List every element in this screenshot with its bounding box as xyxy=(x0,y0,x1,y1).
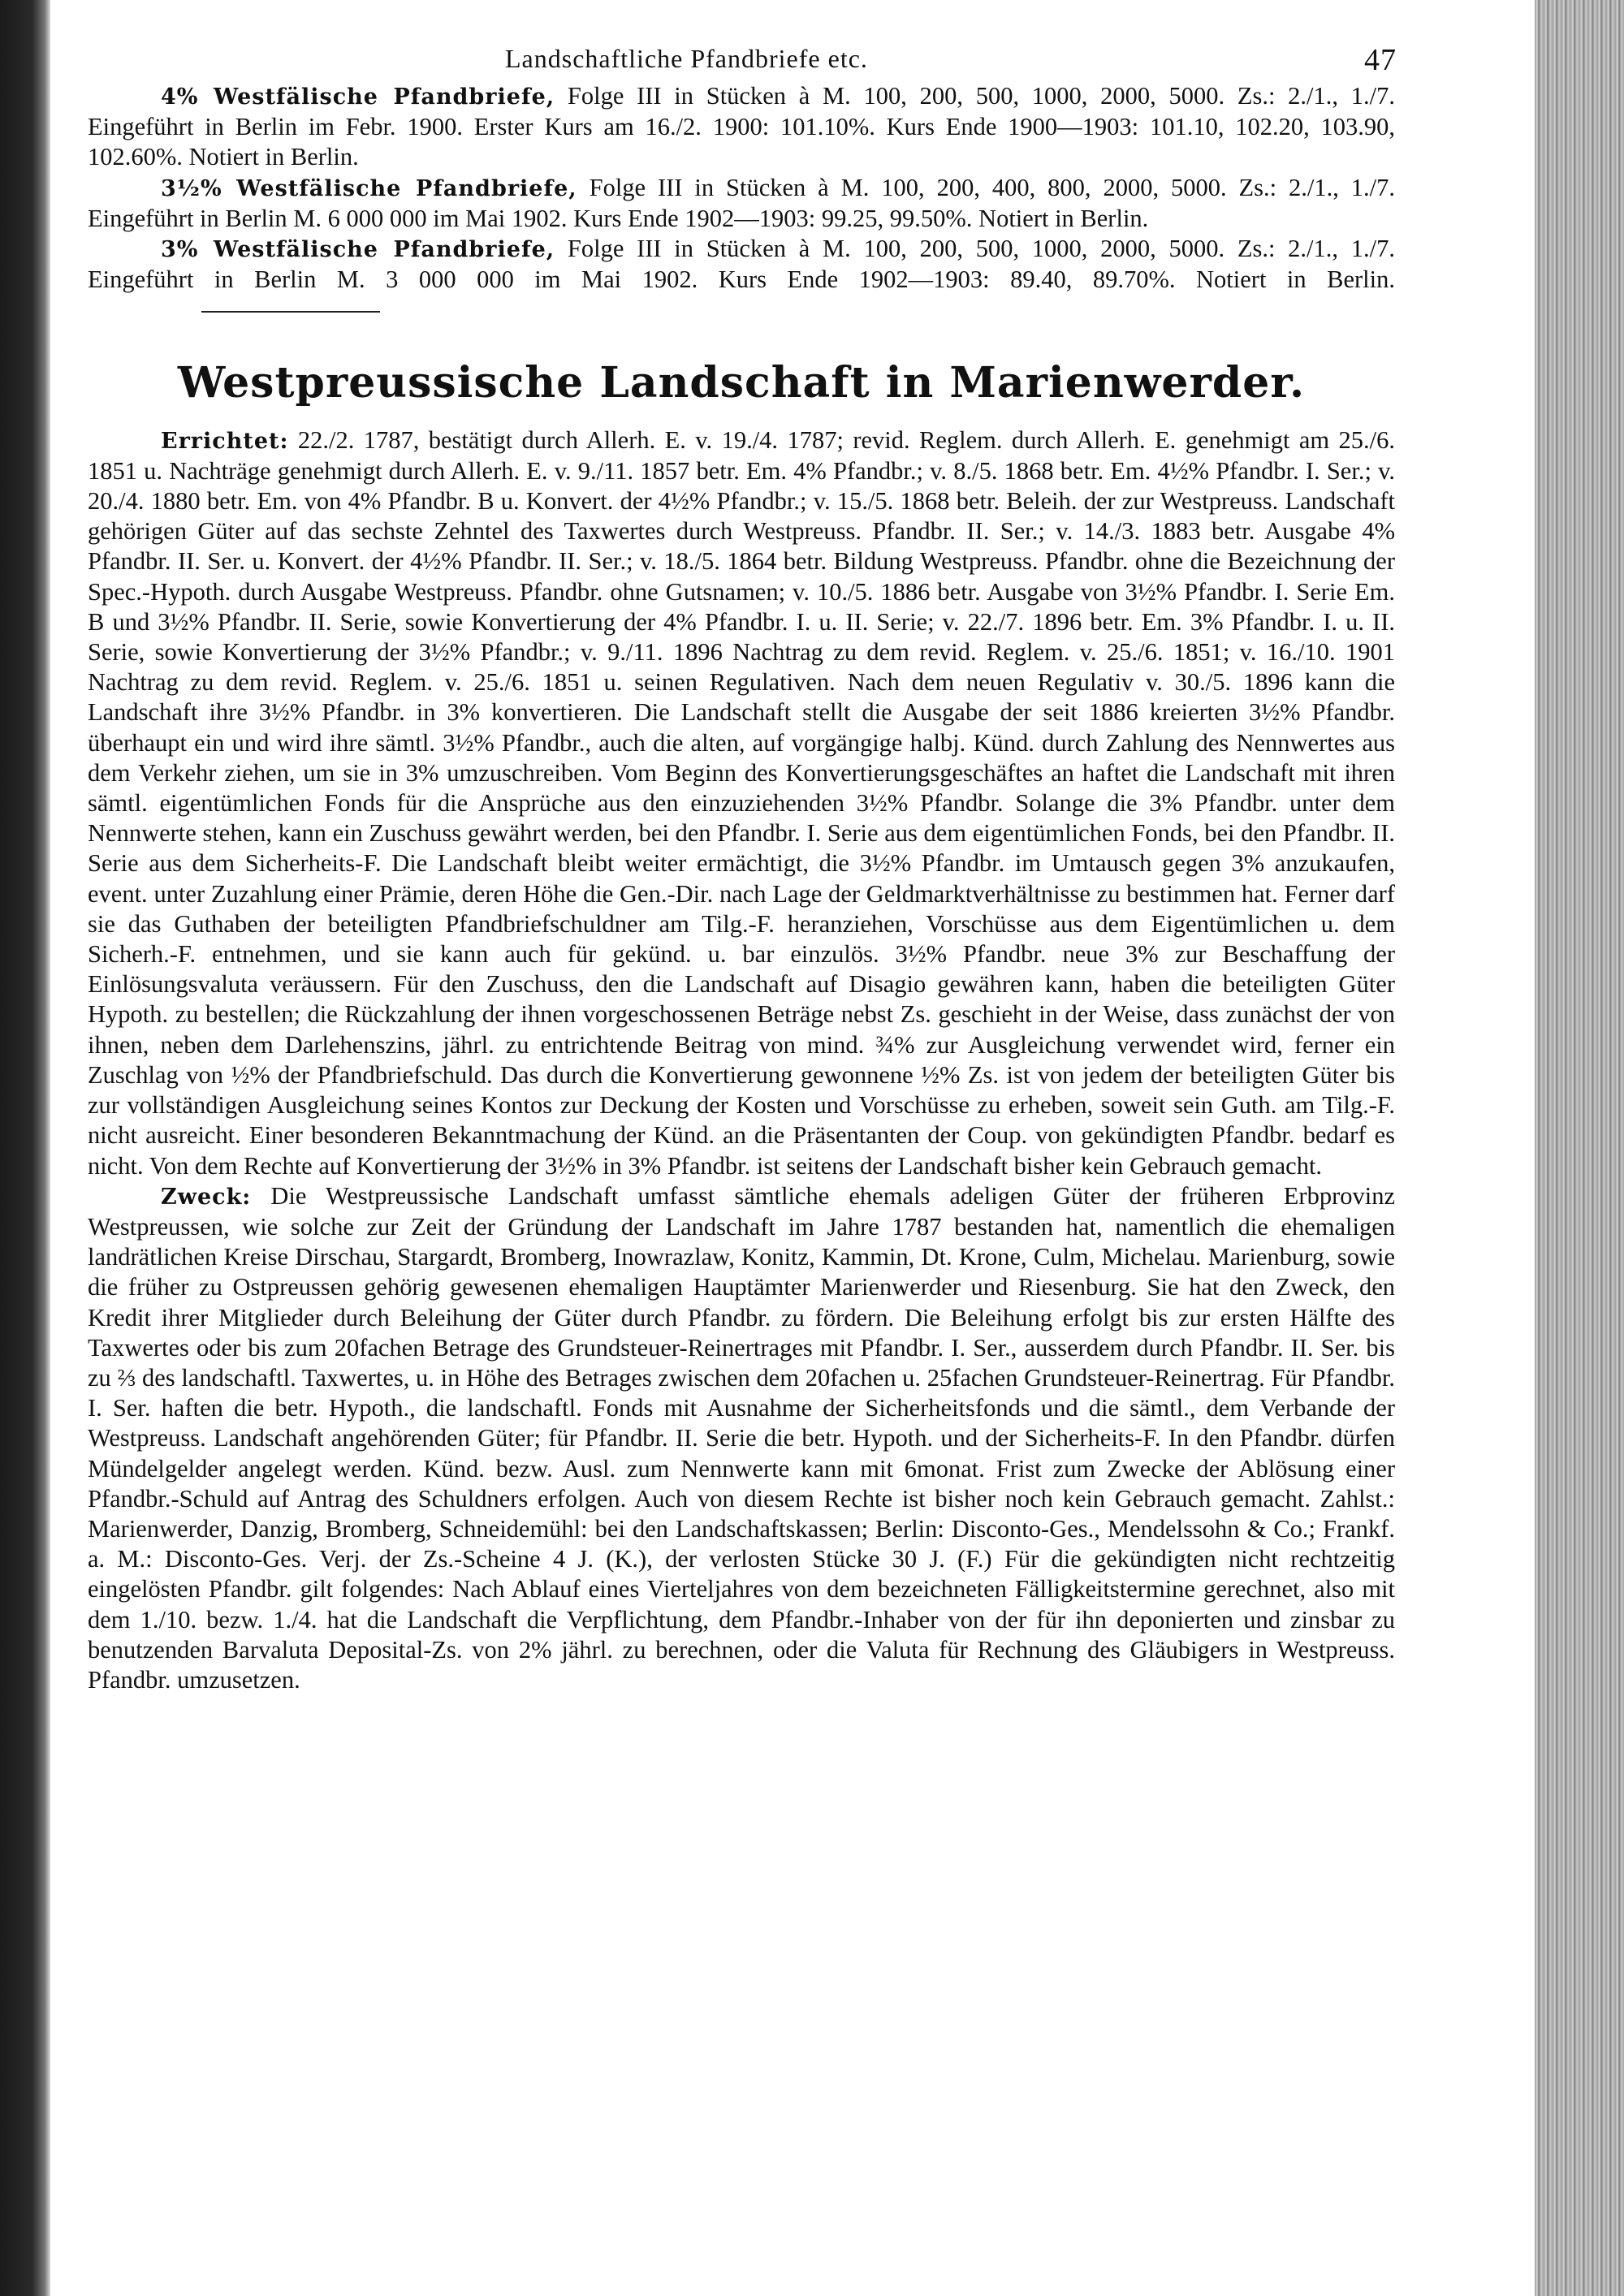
scan-edge-right xyxy=(1535,0,1624,2296)
errichtet-label: Errichtet: xyxy=(161,428,289,454)
entry xyxy=(88,81,1395,173)
zweck-paragraph xyxy=(88,1181,1395,1695)
page-number: 47 xyxy=(1364,43,1397,77)
entry-text: Folge III in Stücken à M. 100, 200, 400, 800, 2000, 5000. Zs.: 2./1., 1./7. Eingeführt in Berlin M. 6 000 000 im Mai 1902. Kurs Ende 1902—1903: 99.25, 99.50%. Notiert in Berlin. xyxy=(88,173,1396,232)
section-body xyxy=(88,425,1395,1696)
divider-rule xyxy=(201,311,380,313)
book-page xyxy=(88,41,1395,1695)
running-head xyxy=(88,41,1395,81)
entry xyxy=(88,234,1395,326)
scan-edge-left xyxy=(0,0,50,2296)
entry xyxy=(88,173,1395,234)
zweck-label: Zweck: xyxy=(161,1184,252,1210)
errichtet-paragraph xyxy=(88,425,1395,1181)
entry-title: 4% Westfälische Pfandbriefe, xyxy=(161,84,555,110)
zweck-text: Die Westpreussische Landschaft umfasst sämtliche ehemals adeligen Güter der früheren Erbprovinz Westpreussen, wie solche zur Zeit der Gründung der Landschaft im Jahre 1787 bestanden hat, namentlich die ehemaligen landrätlichen Kreise Dirschau, Stargardt, Bromberg, Inowrazlaw, Konitz, Kammin, Dt. Krone, Culm, Michelau. Marienburg, sowie die früher zu Ostpreussen gehörig gewesenen ehemaligen Hauptämter Marienwerder und Riesenburg. Sie hat den Zweck, den Kredit ihrer Mitglieder durch Beleihung der Güter durch Pfandbr. zu fördern. Die Beleihung erfolgt bis zur ersten Hälfte des Taxwertes oder bis zum 20fachen Betrage des Grundsteuer-Reinertrages mit Pfandbr. I. Ser., ausserdem durch Pfandbr. II. Ser. bis zu ⅔ des landschaftl. Taxwertes, u. in Höhe des Betrages zwischen dem 20fachen u. 25fachen Grundsteuer-Reinertrag. Für Pfandbr. I. Ser. haften die betr. Hypoth., die landschaftl. Fonds mit Ausnahme der Sicherheitsfonds und die sämtl., dem Verbande der Westpreuss. Landschaft angehörenden Güter; für Pfandbr. II. Serie die betr. Hypoth. und der Sicherheits-F. In den Pfandbr. dürfen Mündelgelder angelegt werden. Künd. bezw. Ausl. zum Nennwerte kann mit 6monat. Frist zum Zwecke der Ablösung einer Pfandbr.-Schuld auf Antrag des Schuldners erfolgen. Auch von diesem Rechte ist bisher noch kein Gebrauch gemacht. Zahlst.: Marienwerder, Danzig, Bromberg, Schneidemühl: bei den Landschaftskassen; Berlin: Disconto-Ges., Mendelssohn & Co.; Frankf. a. M.: Disconto-Ges. Verj. der Zs.-Scheine 4 J. (K.), der verlosten Stücke 30 J. (F.) Für die gekündigten nicht rechtzeitig eingelösten Pfandbr. gilt folgendes: Nach Ablauf eines Vierteljahres von dem bezeichneten Fälligkeitstermine gerechnet, also mit dem 1./10. bezw. 1./4. hat die Landschaft die Verpflichtung, dem Pfandbr.-Inhaber von der für ihn deponierten und zinsbar zu benutzenden Barvaluta Deposital-Zs. von 2% jährl. zu berechnen, oder die Valuta für Rechnung des Gläubigers in Westpreuss. Pfandbr. umzusetzen. xyxy=(88,1181,1396,1694)
errichtet-text: 22./2. 1787, bestätigt durch Allerh. E. v. 19./4. 1787; revid. Reglem. durch Allerh. E. genehmigt am 25./6. 1851 u. Nachträge genehmigt durch Allerh. E. v. 9./11. 1857 betr. Em. 4% Pfandbr.; v. 8./5. 1868 betr. Em. 4½% Pfandbr. I. Ser.; v. 20./4. 1880 betr. Em. von 4% Pfandbr. B u. Konvert. der 4½% Pfandbr.; v. 15./5. 1868 betr. Beleih. der zur Westpreuss. Landschaft gehörigen Güter auf das sechste Zehntel des Taxwertes durch Westpreuss. Pfandbr. II. Ser.; v. 14./3. 1883 betr. Ausgabe 4% Pfandbr. II. Ser. u. Konvert. der 4½% Pfandbr. II. Ser.; v. 18./5. 1864 betr. Bildung Westpreuss. Pfandbr. ohne die Bezeichnung der Spec.-Hypoth. durch Ausgabe Westpreuss. Pfandbr. ohne Gutsnamen; v. 10./5. 1886 betr. Ausgabe von 3½% Pfandbr. I. Serie Em. B und 3½% Pfandbr. II. Serie, sowie Konvertierung der 4% Pfandbr. I. u. II. Serie; v. 22./7. 1896 betr. Em. 3% Pfandbr. I. u. II. Serie, sowie Konvertierung der 3½% Pfandbr.; v. 9./11. 1896 Nachtrag zu dem revid. Reglem. v. 25./6. 1851; v. 16./10. 1901 Nachtrag zu dem revid. Reglem. v. 25./6. 1851 u. seinen Regulativen. Nach dem neuen Regulativ v. 30./5. 1896 kann die Landschaft ihre 3½% Pfandbr. in 3% konvertieren. Die Landschaft stellt die Ausgabe der seit 1886 kreierten 3½% Pfandbr. überhaupt ein und wird ihre sämtl. 3½% Pfandbr., auch die alten, auf vorgängige halbj. Künd. durch Zahlung des Nennwertes aus dem Verkehr ziehen, um sie in 3% umzuschreiben. Vom Beginn des Konvertierungsgeschäftes an haftet die Landschaft mit ihren sämtl. eigentümlichen Fonds für die Ansprüche aus den einzuziehenden 3½% Pfandbr. Solange die 3% Pfandbr. unter dem Nennwerte stehen, kann ein Zuschuss gewährt werden, bei den Pfandbr. I. Serie aus dem eigentümlichen Fonds, bei den Pfandbr. II. Serie aus dem Sicherheits-F. Die Landschaft bleibt weiter ermächtigt, die 3½% Pfandbr. im Umtausch gegen 3% anzukaufen, event. unter Zuzahlung einer Prämie, deren Höhe die Gen.-Dir. nach Lage der Geldmarktverhältnisse zu bestimmen hat. Ferner darf sie das Guthaben der beteiligten Pfandbriefschuldner am Tilg.-F. heranziehen, Vorschüsse aus dem Eigentümlichen u. dem Sicherh.-F. entnehmen, und sie kann auch für gekünd. u. bar einzulös. 3½% Pfandbr. neue 3% zur Beschaffung der Einlösungsvaluta veräussern. Für den Zuschuss, den die Landschaft auf Disagio gewähren kann, haben die beteiligten Güter Hypoth. zu bestellen; die Rückzahlung der ihnen vorgeschossenen Beträge nebst Zs. geschieht in der Weise, dass zunächst der von ihnen, neben dem Darlehenszins, jährl. zu entrichtende Beitrag von mind. ¾% zur Ausgleichung verwendet wird, ferner ein Zuschlag von ½% der Pfandbriefschuld. Das durch die Konvertierung gewonnene ½% Zs. ist von jedem der beteiligten Güter bis zur vollständigen Ausgleichung seines Kontos zur Deckung der Kosten und Vorschüsse zu erheben, soweit sein Guth. am Tilg.-F. nicht ausreicht. Einer besonderen Bekanntmachung der Künd. an die Präsentanten der Coup. von gekündigten Pfandbr. bedarf es nicht. Von dem Rechte auf Konvertierung der 3½% in 3% Pfandbr. ist seitens der Landschaft bisher kein Gebrauch gemacht. xyxy=(88,425,1395,1180)
entry-title: 3½% Westfälische Pfandbriefe, xyxy=(161,175,577,201)
entries-block xyxy=(88,81,1395,326)
entry-title: 3% Westfälische Pfandbriefe, xyxy=(161,237,555,263)
section-title: Westpreussische Landschaft in Marienwerder. xyxy=(177,357,1306,408)
running-title: Landschaftliche Pfandbriefe etc. xyxy=(505,44,868,73)
entry-text: Folge III in Stücken à M. 100, 200, 500, 1000, 2000, 5000. Zs.: 2./1., 1./7. Eingeführt in Berlin im Febr. 1900. Erster Kurs am 16./2. 1900: 101.10%. Kurs Ende 1900—1903: 101.10, 102.20, 103.90, 102.60%. Notiert in Berlin. xyxy=(88,82,1395,171)
entry-text: Folge III in Stücken à M. 100, 200, 500, 1000, 2000, 5000. Zs.: 2./1., 1./7. Eingeführt in Berlin M. 3 000 000 im Mai 1902. Kurs Ende 1902—1903: 89.40, 89.70%. Notiert in Berlin. xyxy=(88,235,1395,294)
